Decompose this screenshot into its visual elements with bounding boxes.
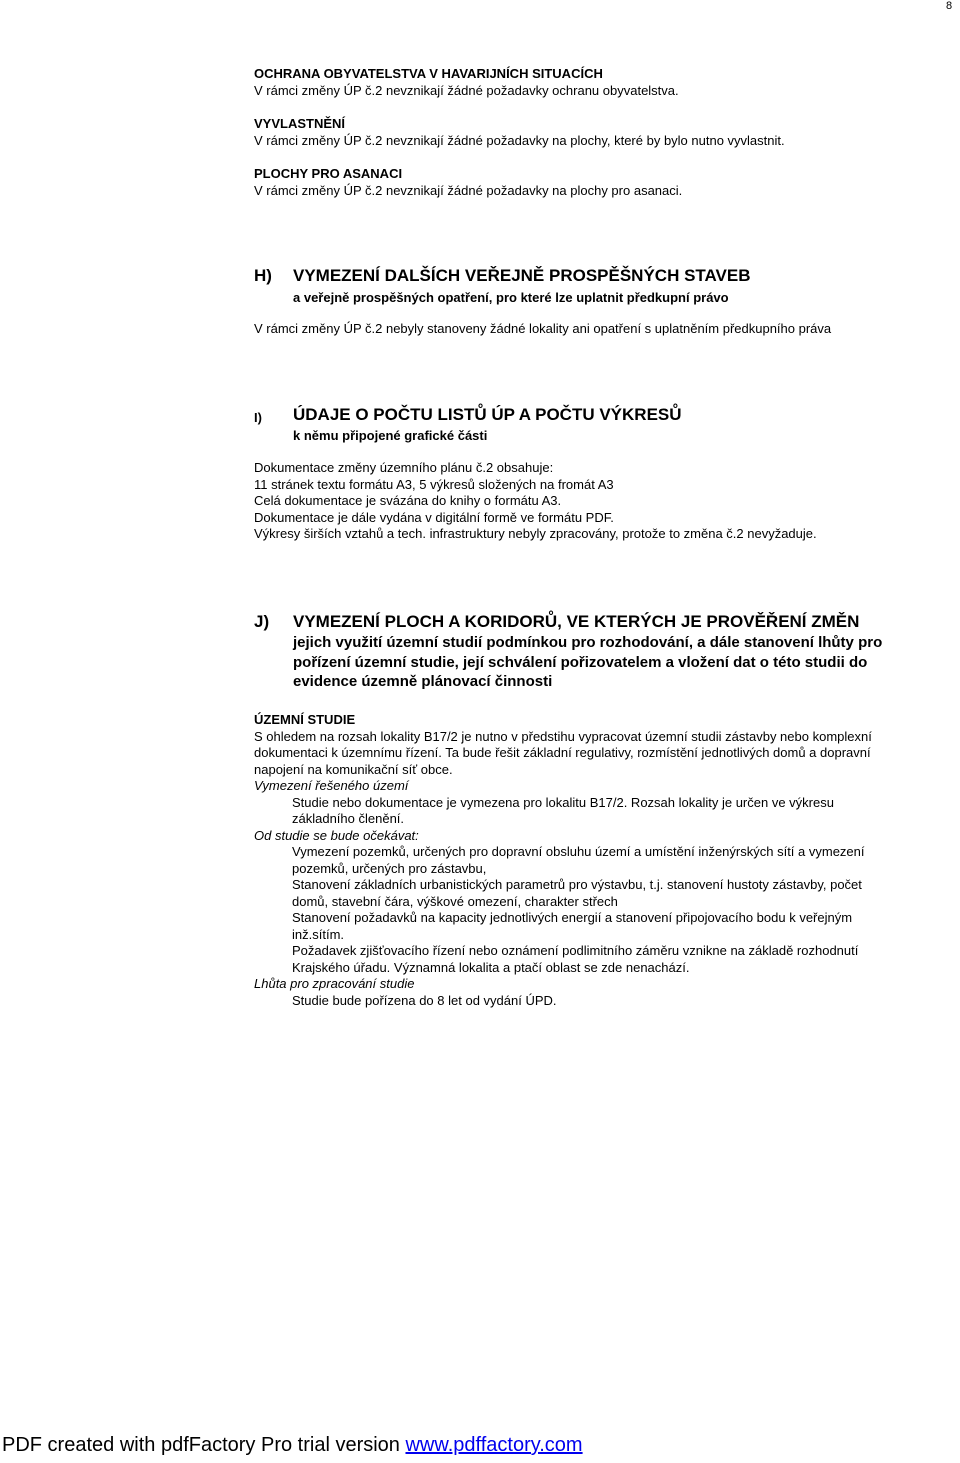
body-line: Stanovení základních urbanistických parametrů pro výstavbu, t.j. stanovení hustoty zástavby, počet	[292, 877, 862, 892]
section-expropriation	[254, 116, 785, 149]
body-line: Celá dokumentace je svázána do knihy o formátu A3.	[254, 493, 562, 508]
footer-text: PDF created with pdfFactory Pro trial version	[2, 1434, 406, 1456]
expect-label: Od studie se bude očekávat:	[254, 827, 419, 843]
body-line: Stanovení požadavků na kapacity jednotlivých energií a stanovení připojovacího bodu k veřejným	[292, 910, 853, 925]
section-title: PLOCHY PRO ASANACI	[254, 166, 403, 181]
body-line: Dokumentace je dále vydána v digitální formě ve formátu PDF.	[254, 509, 614, 525]
section-h-text: V rámci změny ÚP č.2 nebyly stanoveny žádné lokality ani opatření s uplatněním předkupního práva	[254, 321, 832, 336]
section-title: OCHRANA OBYVATELSTVA V HAVARIJNÍCH SITUACÍCH	[254, 66, 603, 81]
section-j-body	[254, 712, 872, 1009]
body-line: dokumentaci k územnímu řízení. Ta bude řešit základní regulativy, rozmístění jednotlivých domů a dopravní	[254, 745, 871, 760]
body-line: napojení na komunikační síť obce.	[254, 761, 453, 777]
section-h-title: VYMEZENÍ DALŠÍCH VEŘEJNĚ PROSPĚŠNÝCH STAVEB	[293, 266, 751, 285]
section-j-title: VYMEZENÍ PLOCH A KORIDORŮ, VE KTERÝCH JE PROVĚŘENÍ ZMĚN	[293, 612, 860, 631]
body-line: základního členění.	[292, 811, 405, 826]
section-j-subtitle	[293, 633, 882, 692]
body-line: Studie bude pořízena do 8 let od vydání ÚPD.	[292, 992, 557, 1008]
section-i-body	[254, 460, 817, 543]
area-label: Vymezení řešeného území	[254, 778, 409, 793]
pdf-footer	[2, 1434, 583, 1457]
section-h-letter: H)	[254, 266, 272, 285]
deadline-label: Lhůta pro zpracování studie	[254, 976, 415, 991]
body-line: S ohledem na rozsah lokality B17/2 je nutno v předstihu vypracovat územní studii zástavby nebo komplexní	[254, 728, 872, 744]
body-line: Krajského úřadu. Významná lokalita a ptačí oblast se zde nenachází.	[292, 959, 690, 975]
body-line: Požadavek zjišťovacího řízení nebo oznámení podlimitního záměru vznikne na základě rozhodnutí	[292, 943, 859, 958]
body-line: pozemků, určených pro zástavbu,	[292, 860, 487, 876]
page-number: 8	[946, 0, 953, 12]
body-line: Studie nebo dokumentace je vymezena pro lokalitu B17/2. Rozsah lokality je určen ve výkresu	[292, 794, 834, 810]
section-text: V rámci změny ÚP č.2 nevznikají žádné požadavky ochranu obyvatelstva.	[254, 82, 679, 98]
body-line: Vymezení pozemků, určených pro dopravní obsluhu území a umístění inženýrských sítí a vymezení	[292, 844, 865, 859]
body-line: inž.sítím.	[292, 926, 345, 942]
subtitle-line: evidence územně plánovací činnosti	[293, 673, 553, 690]
body-line: Výkresy širších vztahů a tech. infrastruktury nebyly zpracovány, protože to změna č.2 nevyžaduje.	[254, 526, 817, 541]
pdffactory-link[interactable]: www.pdffactory.com	[405, 1434, 583, 1456]
body-line: domů, stavební čára, výškové omezení, charakter střech	[292, 893, 618, 909]
section-asanace	[254, 166, 682, 199]
subtitle-line: pořízení územní studie, její schválení pořizovatelem a vložení dat o této studii do	[293, 653, 868, 671]
section-i-subtitle: k němu připojené grafické části	[293, 428, 488, 443]
section-h-subtitle: a veřejně prospěšných opatření, pro které lze uplatnit předkupní právo	[293, 290, 729, 305]
subtitle-line: jejich využití územní studií podmínkou pro rozhodování, a dále stanovení lhůty pro	[293, 634, 883, 651]
study-title: ÚZEMNÍ STUDIE	[254, 712, 356, 727]
body-line: Dokumentace změny územního plánu č.2 obsahuje:	[254, 460, 554, 475]
section-j-letter: J)	[254, 612, 270, 631]
section-i-title: ÚDAJE O POČTU LISTŮ ÚP A POČTU VÝKRESŮ	[293, 405, 682, 424]
section-civil-protection	[254, 66, 679, 99]
section-text: V rámci změny ÚP č.2 nevznikají žádné požadavky na plochy pro asanaci.	[254, 182, 683, 198]
body-line: 11 stránek textu formátu A3, 5 výkresů složených na fromát A3	[254, 476, 614, 492]
section-title: VYVLASTNĚNÍ	[254, 116, 346, 131]
section-text: V rámci změny ÚP č.2 nevznikají žádné požadavky na plochy, které by bylo nutno vyvlastnit.	[254, 132, 785, 148]
section-i-letter: I)	[254, 410, 262, 425]
